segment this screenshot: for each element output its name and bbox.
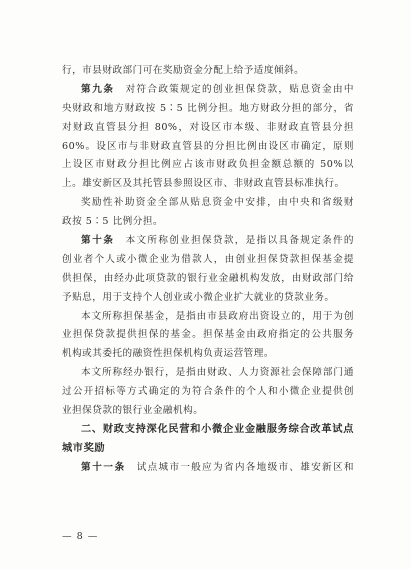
text-line [62,402,354,421]
article-number: 第十一条 [81,461,126,473]
line-text: 供担保，由经办此项贷款的银行业金融机构发放，由财政部门给 [62,272,354,284]
article-number: 第九条 [81,83,115,95]
text-line [62,138,354,157]
line-text: 机构或其委托的融资性担保机构负责运营管理。 [62,348,274,360]
text-line [62,194,354,213]
line-text: 央财政和地方财政按 5∶5 比例分担。地方财政分担的部分，省 [62,102,354,114]
section-heading: 城市奖励 [62,442,106,454]
article-number: 第十条 [81,235,115,247]
text-line [62,100,354,119]
line-text: 上设区市财政分担比例应占该市财政负担金额总额的 50%以 [62,159,354,171]
text-line [62,459,354,478]
line-text: 过公开招标等方式确定的为符合条件的个人和小微企业提供创 [62,386,354,398]
text-line [62,270,354,289]
section-heading: 二、财政支持深化民营和小微企业金融服务综合改革试点 [81,423,354,435]
line-text: 创业者个人或小微企业为借款人，由创业担保贷款担保基金提 [62,253,354,265]
text-line [62,364,354,383]
line-text: 试点城市一般应为省内各地级市、雄安新区和 [125,461,355,473]
text-line [62,156,354,175]
page-number: — 8 — [62,531,99,542]
line-text: 对符合政策规定的创业担保贷款，贴息资金由中 [114,83,354,95]
text-line [62,81,354,100]
text-line [62,383,354,402]
text-line [62,308,354,327]
line-text: 业担保贷款的银行业金融机构。 [62,405,204,417]
line-text: 政按 5∶5 比例分担。 [62,216,164,228]
line-text: 行，市县财政部门可在奖励资金分配上给予适度倾斜。 [62,65,305,76]
text-line [62,289,354,308]
line-text: 60%。设区市与非财政直管县的分担比例由设区市确定，原则 [62,140,354,152]
text-line [62,62,354,81]
text-line [62,251,354,270]
line-text: 奖励性补助资金全部从贴息资金中安排，由中央和省级财 [81,197,354,209]
text-line [62,232,354,251]
text-line [62,326,354,345]
line-text: 本文所称经办银行，是指由财政、人力资源社会保障部门通 [81,367,354,379]
line-text: 本文所称担保基金，是指由市县政府出资设立的，用于为创 [81,310,354,322]
text-line [62,175,354,194]
text-line [62,213,354,232]
text-line [62,345,354,364]
line-text: 上。雄安新区及其托管县参照设区市、非财政直管县标准执行。 [62,178,345,190]
document-body [62,62,354,478]
line-text: 予贴息，用于支持个人创业或小微企业扩大就业的贷款业务。 [62,291,335,303]
text-line [62,119,354,138]
line-text: 对财政直管县分担 80%，对设区市本级、非财政直管县分担 [62,121,354,133]
line-text: 业担保贷款提供担保的基金。担保基金由政府指定的公共服务 [62,329,354,341]
line-text: 本文所称创业担保贷款，是指以具备规定条件的 [114,235,354,247]
